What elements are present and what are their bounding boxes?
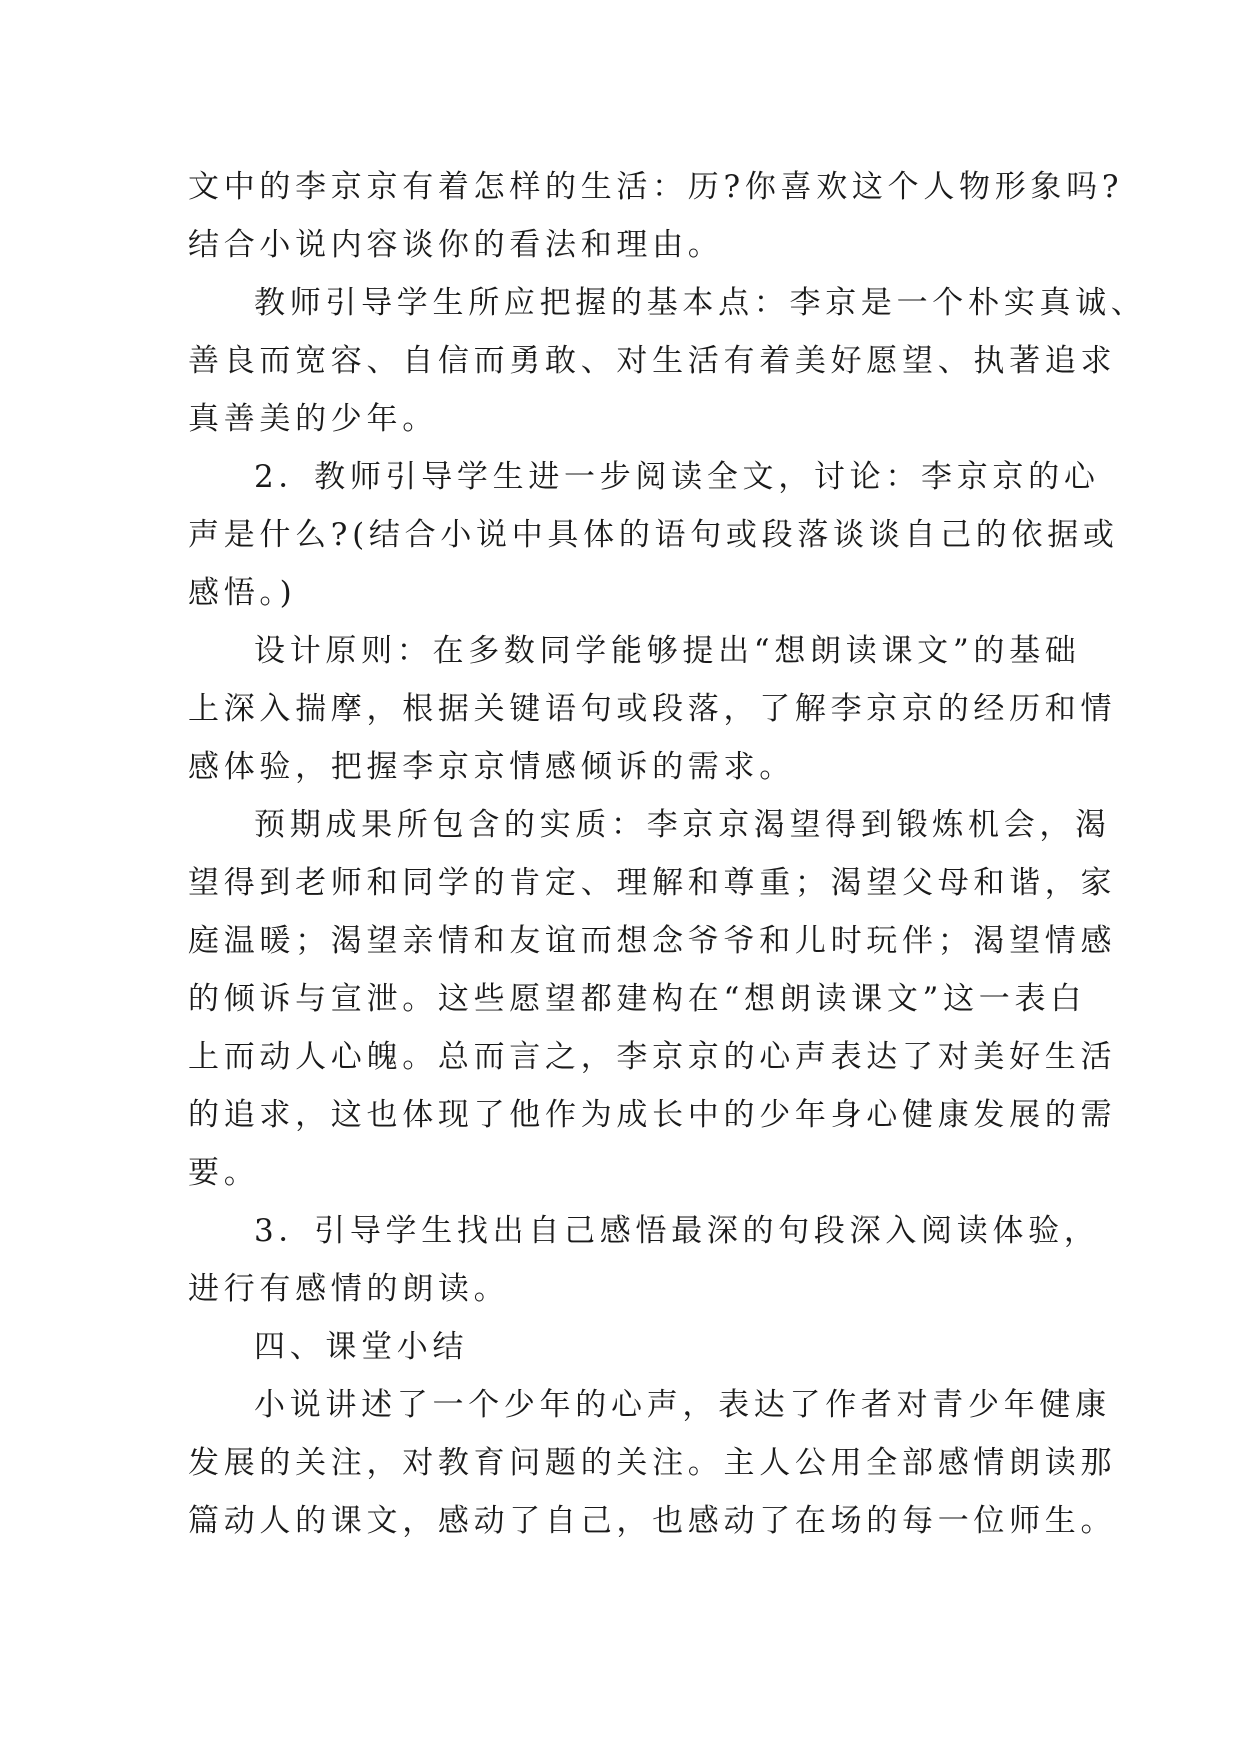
text-line-3: 教师引导学生所应把握的基本点：李京是一个朴实真诚、 [254,285,1147,321]
text-line-24: 篇动人的课文，感动了自己，也感动了在场的每一位师生。 [188,1503,1117,1539]
text-line-23: 发展的关注，对教育问题的关注。主人公用全部感情朗读那 [188,1445,1117,1481]
text-line-14: 庭温暖；渴望亲情和友谊而想念爷爷和儿时玩伴；渴望情感 [188,923,1117,959]
text-line-9: 设计原则：在多数同学能够提出“想朗读课文”的基础 [254,633,1081,669]
text-line-8: 感悟。) [188,575,297,611]
section-heading: 四、课堂小结 [254,1329,469,1365]
text-line-10: 上深入揣摩，根据关键语句或段落，了解李京京的经历和情 [188,691,1117,727]
text-line-15: 的倾诉与宣泄。这些愿望都建构在“想朗读课文”这一表白 [188,981,1086,1017]
text-line-7: 声是什么?(结合小说中具体的语句或段落谈谈自己的依据或 [188,517,1119,553]
text-line-6: 2．教师引导学生进一步阅读全文，讨论：李京京的心 [254,459,1100,495]
text-line-11: 感体验，把握李京京情感倾诉的需求。 [188,749,795,785]
text-line-1: 文中的李京京有着怎样的生活：历?你喜欢这个人物形象吗? [188,169,1124,205]
text-line-19: 3．引导学生找出自己感悟最深的句段深入阅读体验， [254,1213,1100,1249]
text-line-16: 上而动人心魄。总而言之，李京京的心声表达了对美好生活 [188,1039,1117,1075]
text-line-18: 要。 [188,1155,260,1191]
text-line-4: 善良而宽容、自信而勇敢、对生活有着美好愿望、执著追求 [188,343,1117,379]
text-line-2: 结合小说内容谈你的看法和理由。 [188,227,724,263]
text-line-17: 的追求，这也体现了他作为成长中的少年身心健康发展的需 [188,1097,1117,1133]
text-line-5: 真善美的少年。 [188,401,438,437]
text-line-12: 预期成果所包含的实质：李京京渴望得到锻炼机会，渴 [254,807,1111,843]
text-line-20: 进行有感情的朗读。 [188,1271,510,1307]
text-line-13: 望得到老师和同学的肯定、理解和尊重；渴望父母和谐，家 [188,865,1117,901]
text-line-22: 小说讲述了一个少年的心声，表达了作者对青少年健康 [254,1387,1111,1423]
